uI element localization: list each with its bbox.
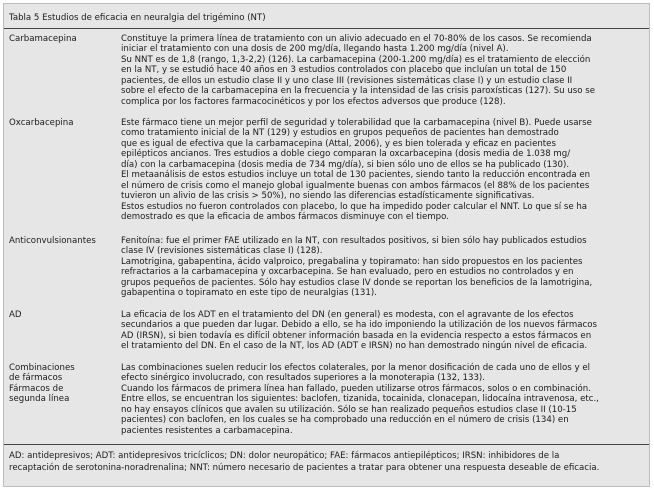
row-content [121, 236, 639, 299]
row-label [9, 363, 121, 405]
content-line: el número de crisis como el manejo global igualmente buenas con ambos fármacos (el 88% de los pacientes [121, 180, 590, 191]
content-line: Su NNT es de 1,8 (rango, 1,3-2,2) (126). La carbamacepina (200-1.200 mg/día) es el tratamiento de elección [121, 54, 591, 65]
table-footnote [9, 451, 645, 474]
row-label-line: de fármacos [9, 373, 63, 384]
content-line: sobre el efecto de la carbamacepina en la frecuencia y la intensidad de las crisis paroxísticas (127). Su uso se [121, 86, 596, 97]
row-label-line: Anticonvulsionantes [9, 236, 96, 246]
row-label [9, 236, 121, 246]
row-label-line: Oxcarbacepina [9, 118, 74, 128]
content-line: gabapentina o topiramato en este tipo de neuralgias (131). [121, 288, 377, 299]
content-line: Fenitoína: fue el primer FAE utilizado en la NT, con resultados positivos, si bien sólo hay publicados estudios [121, 236, 587, 246]
table-document [3, 3, 650, 487]
row-content [121, 34, 639, 107]
row-label [9, 310, 121, 320]
row-label [9, 34, 121, 44]
content-line: no hay ensayos clínicos que avalen su utilización. Sólo se han realizado pequeños estudios clase II (10-15 [121, 404, 577, 415]
row-label-line: Fármacos de [9, 383, 64, 394]
content-line: Este fármaco tiene un mejor perfil de seguridad y tolerabilidad que la carbamacepina (nivel B). Puede usarse [121, 118, 592, 128]
row-content [121, 310, 639, 352]
content-line: Constituye la primera línea de tratamiento con un alivio adecuado en el 70-80% de los casos. Se recomienda [121, 34, 592, 44]
footer-rule [4, 444, 649, 445]
content-line: Entre ellos, se encuentran los siguientes: baclofen, tizanida, tocainida, clonacepan, lidocaína intravenosa, etc., [121, 394, 599, 405]
content-line: Las combinaciones suelen reducir los efectos colaterales, por la menor dosificación de cada uno de ellos y el [121, 363, 591, 373]
content-line: AD (IRSN), si bien todavía es difícil obtener información basada en la evidencia respecto a estos fármacos en [121, 330, 592, 341]
content-line: demostrado es que la eficacia de ambos fármacos disminuye con el tiempo. [121, 212, 449, 223]
content-line: epilépticos ancianos. Tres estudios a doble ciego comparan la oxcarbacepina (dosis media de 1.038 mg/ [121, 149, 571, 160]
content-line: Cuando los fármacos de primera línea han fallado, pueden utilizarse otros fármacos, solos o en combinación. [121, 383, 591, 394]
header-rule [4, 28, 649, 29]
content-line: pacientes, de ellos un estudio clase II y uno clase III (revisiones sistemáticas clase I) y un estudio clase II [121, 75, 573, 86]
row-label-line: Carbamacepina [9, 34, 77, 44]
row-label-line: AD [9, 310, 22, 320]
footnote-line: recaptación de serotonina-noradrenalina; NNT: número necesario de pacientes a tratar para obtener una respuesta deseable de eficacia. [9, 462, 600, 473]
content-line: como tratamiento inicial de la NT (129) y estudios en grupos pequeños de pacientes han demostrado [121, 128, 559, 139]
content-line: El metaanálisis de estos estudios incluye un total de 130 pacientes, siendo tanto la reducción encontrada en [121, 170, 591, 181]
content-line: Estos estudios no fueron controlados con placebo, lo que ha impedido poder calcular el NNT. Lo que sí se ha [121, 201, 588, 212]
row-label-line: segunda línea [9, 394, 70, 405]
content-line: clase IV (revisiones sistemáticas clase I) (128). [121, 246, 323, 257]
row-label-line: Combinaciones [9, 363, 75, 373]
content-line: refractarios a la carbamacepina y oxcarbacepina. Se han evaluado, pero en estudios no controlados y en [121, 267, 574, 278]
row-content [121, 363, 639, 436]
content-line: efecto sinérgico involucrado, con resultados superiores a la monoterapia (132, 133). [121, 373, 486, 384]
content-line: pacientes resistentes a carbamacepina. [121, 425, 293, 436]
content-line: secundarios a que pueden dar lugar. Debido a ello, se ha ido imponiendo la utilización de los nuevos fármacos [121, 320, 598, 331]
content-line: Lamotrigina, gabapentina, ácido valproico, pregabalina y topiramato: han sido propuestos en los pacientes [121, 256, 583, 267]
content-line: tuvieron un alivio de las crisis > 50%), no siendo las diferencias estadísticamente significativas. [121, 191, 535, 202]
content-line: pacientes) con baclofen, en los cuales se ha comprobado una reducción en el número de crisis (134) en [121, 415, 569, 426]
content-line: grupos pequeños de pacientes. Sólo hay estudios clase IV donde se reportan los beneficios de la lamotrigina, [121, 277, 593, 288]
content-line: el tratamiento del DN. En el caso de la NT, los AD (ADT e IRSN) no han demostrado ningún nivel de eficacia. [121, 341, 588, 352]
table-title: Tabla 5 Estudios de eficacia en neuralgia del trigémino (NT) [9, 13, 266, 23]
content-line: complica por los factores farmacocinéticos y por los efectos adversos que produce (128). [121, 96, 506, 107]
content-line: que es igual de efectiva que la carbamacepina (Attal, 2006), y es bien tolerada y eficaz en pacientes [121, 138, 556, 149]
content-line: en la NT, y se estudió hace 40 años en 3 estudios controlados con placebo que incluían un total de 150 [121, 65, 567, 76]
row-label [9, 118, 121, 128]
content-line: La eficacia de los ADT en el tratamiento del DN (en general) es modesta, con el agravante de los efectos [121, 310, 574, 320]
content-line: iniciar el tratamiento con una dosis de 200 mg/día, llegando hasta 1.200 mg/día (nivel A). [121, 44, 509, 55]
footnote-line: AD: antidepresivos; ADT: antidepresivos tricíclicos; DN: dolor neuropático; FAE: fármacos antiepilépticos; IRSN: inhibidores de la [9, 451, 560, 461]
content-line: día) con la carbamacepina (dosis media de 734 mg/día), si bien sólo uno de ellos se ha publicado (130). [121, 159, 570, 170]
row-content [121, 118, 639, 223]
